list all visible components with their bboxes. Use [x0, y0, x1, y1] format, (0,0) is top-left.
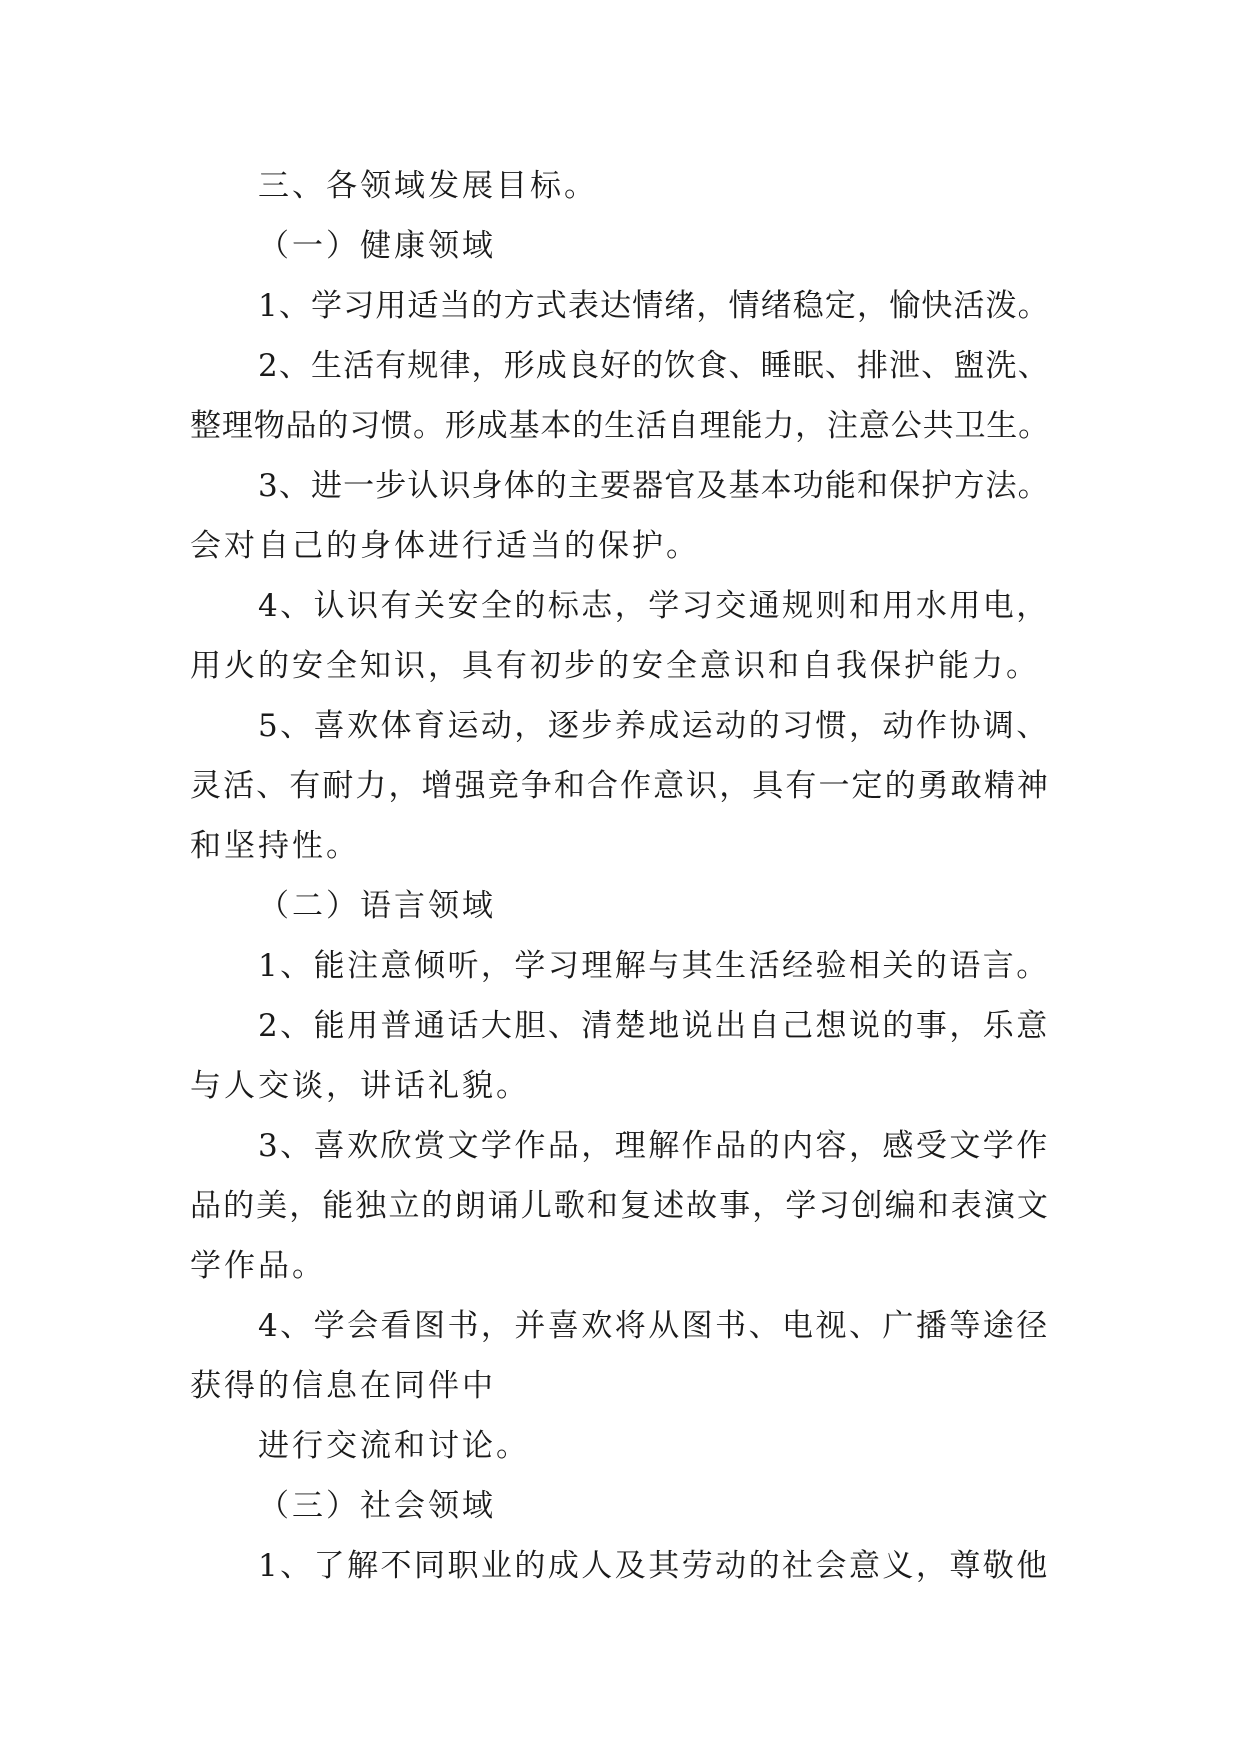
paragraph-line: 会对自己的身体进行适当的保护。	[190, 528, 700, 564]
paragraph-line: 用火的安全知识，具有初步的安全意识和自我保护能力。	[190, 648, 1040, 684]
paragraph-line: 整理物品的习惯。形成基本的生活自理能力，注意公共卫生。	[190, 408, 1050, 444]
paragraph-line: 3、喜欢欣赏文学作品，理解作品的内容，感受文学作	[258, 1128, 1050, 1164]
paragraph-line: 进行交流和讨论。	[258, 1428, 530, 1464]
paragraph-line: 品的美，能独立的朗诵儿歌和复述故事，学习创编和表演文	[190, 1188, 1050, 1224]
paragraph-line: 和坚持性。	[190, 828, 360, 864]
paragraph-line: 4、认识有关安全的标志，学习交通规则和用水用电，	[258, 588, 1050, 624]
subheading-language: （二）语言领域	[258, 888, 496, 924]
paragraph-line: 2、能用普通话大胆、清楚地说出自己想说的事，乐意	[258, 1008, 1050, 1044]
paragraph-line: 学作品。	[190, 1248, 326, 1284]
paragraph-line: 3、进一步认识身体的主要器官及基本功能和保护方法。	[258, 468, 1050, 504]
paragraph-line: 1、能注意倾听，学习理解与其生活经验相关的语言。	[258, 948, 1050, 984]
paragraph-line: 获得的信息在同伴中	[190, 1368, 496, 1404]
section-heading-goals: 三、各领域发展目标。	[258, 168, 598, 204]
subheading-society: （三）社会领域	[258, 1488, 496, 1524]
paragraph-line: 1、学习用适当的方式表达情绪，情绪稳定，愉快活泼。	[258, 288, 1050, 324]
paragraph-line: 灵活、有耐力，增强竞争和合作意识，具有一定的勇敢精神	[190, 768, 1050, 804]
paragraph-line: 4、学会看图书，并喜欢将从图书、电视、广播等途径	[258, 1308, 1050, 1344]
paragraph-line: 与人交谈，讲话礼貌。	[190, 1068, 530, 1104]
paragraph-line: 2、生活有规律，形成良好的饮食、睡眠、排泄、盥洗、	[258, 348, 1050, 384]
paragraph-line: 5、喜欢体育运动，逐步养成运动的习惯，动作协调、	[258, 708, 1050, 744]
subheading-health: （一）健康领域	[258, 228, 496, 264]
paragraph-line: 1、了解不同职业的成人及其劳动的社会意义，尊敬他	[258, 1548, 1050, 1584]
